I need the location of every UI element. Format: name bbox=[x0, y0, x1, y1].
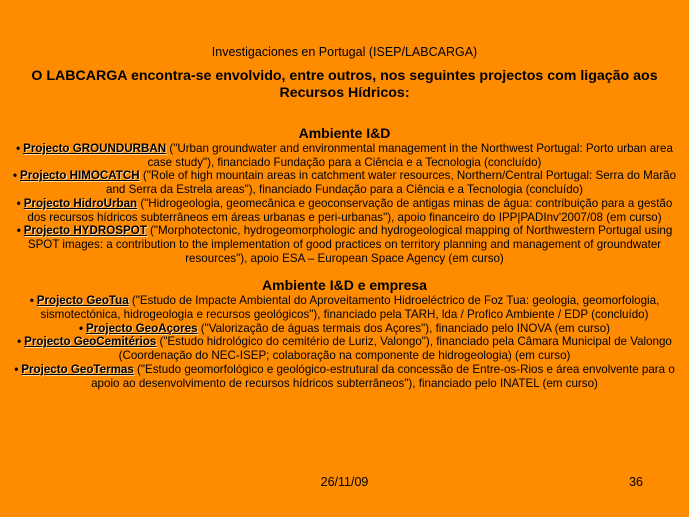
project-description: ("Valorização de águas termais dos Açores"), financiado pelo INOVA (em curso) bbox=[197, 321, 610, 335]
project-name: Projecto HidroUrban bbox=[23, 196, 138, 210]
list-item-groundurban bbox=[6, 142, 683, 169]
list-item-hidrourban bbox=[6, 197, 683, 224]
section-heading-ambiente-id-empresa: Ambiente I&D e empresa bbox=[262, 277, 427, 294]
project-description: ("Estudo de Impacte Ambiental do Aproveitamento Hidroeléctrico de Foz Tua: geologia, geomorfologia, sismotectónica, hidrogeologia e recursos geológicos"), financiado pela TARH, lda / Profico Ambiente / EDP (concluído) bbox=[40, 294, 660, 322]
project-description: ("Estudo geomorfológico e geológico-estrutural da concessão de Entre-os-Rios e área envolvente para o apoio ao desenvolvimento de recursos hídricos subterrâneos"), financiado pelo INATEL (em curso) bbox=[91, 362, 675, 390]
list-item-hydrospot bbox=[6, 224, 683, 265]
project-name: Projecto GeoAçores bbox=[86, 321, 198, 335]
page-number: 36 bbox=[629, 475, 643, 489]
project-name: Projecto GROUNDURBAN bbox=[23, 142, 167, 155]
section-heading-ambiente-id: Ambiente I&D bbox=[298, 125, 391, 141]
project-description: ("Morphotectonic, hydrogeomorphologic and hydrogeological mapping of Northwestern Portugal using SPOT images: a contribution to the implementation of good practices on territory planning and management of groundwater resources"), apoio ESA – European Space Agency (em curso) bbox=[27, 224, 673, 265]
project-name: Projecto GeoTermas bbox=[21, 362, 134, 376]
slide-content bbox=[6, 125, 683, 390]
slide-header: Investigaciones en Portugal (ISEP/LABCARGA) bbox=[211, 45, 478, 59]
bullet-icon: • bbox=[17, 335, 22, 349]
bullet-icon: • bbox=[16, 142, 21, 155]
footer-date: 26/11/09 bbox=[320, 475, 369, 489]
list-item-geocemiterios bbox=[6, 335, 683, 362]
project-description: ("Role of high mountain areas in catchment water resources, Northern/Central Portugal: Serra do Marão and Serra da Estrela areas"), financiado Fundação para a Ciência e a Tecnologia (concluído) bbox=[106, 169, 677, 197]
bullet-icon: • bbox=[78, 321, 84, 335]
project-name: Projecto HYDROSPOT bbox=[23, 224, 147, 238]
project-name: Projecto GeoCemitérios bbox=[24, 335, 157, 349]
bullet-icon: • bbox=[16, 224, 21, 238]
list-item-geotua bbox=[6, 294, 683, 321]
project-description: ("Estudo hidrológico do cemitério de Luriz, Valongo"), financiado pela Câmara Municipal de Valongo (Coordenação do NEC-ISEP; colaboração na componente de hidrogeologia) (em curso) bbox=[118, 335, 672, 363]
bullet-icon: • bbox=[14, 362, 19, 376]
bullet-icon: • bbox=[29, 294, 34, 308]
project-name: Projecto GeoTua bbox=[36, 294, 129, 308]
bullet-icon: • bbox=[16, 196, 21, 210]
project-name: Projecto HIMOCATCH bbox=[20, 169, 140, 183]
project-description: ("Urban groundwater and environmental management in the Northwest Portugal: Porto urban area case study"), financiado Fundação para a Ciência e a Tecnologia (concluído) bbox=[147, 142, 673, 169]
slide-title: O LABCARGA encontra-se envolvido, entre outros, nos seguintes projectos com ligação aos Recursos Hídricos: bbox=[31, 68, 658, 101]
bullet-icon: • bbox=[12, 169, 18, 183]
list-item-himocatch bbox=[6, 169, 683, 196]
list-item-geotermas bbox=[6, 363, 683, 390]
list-item-geoacores bbox=[6, 322, 683, 336]
project-description: ("Hidrogeologia, geomecânica e geoconservação de antigas minas de água: contribuição para a gestão dos recursos hídricos subterrâneos em áreas urbanas e peri-urbanas"), apoio financeiro do IPP|PADInv'2007/08 (em curso) bbox=[27, 196, 673, 224]
